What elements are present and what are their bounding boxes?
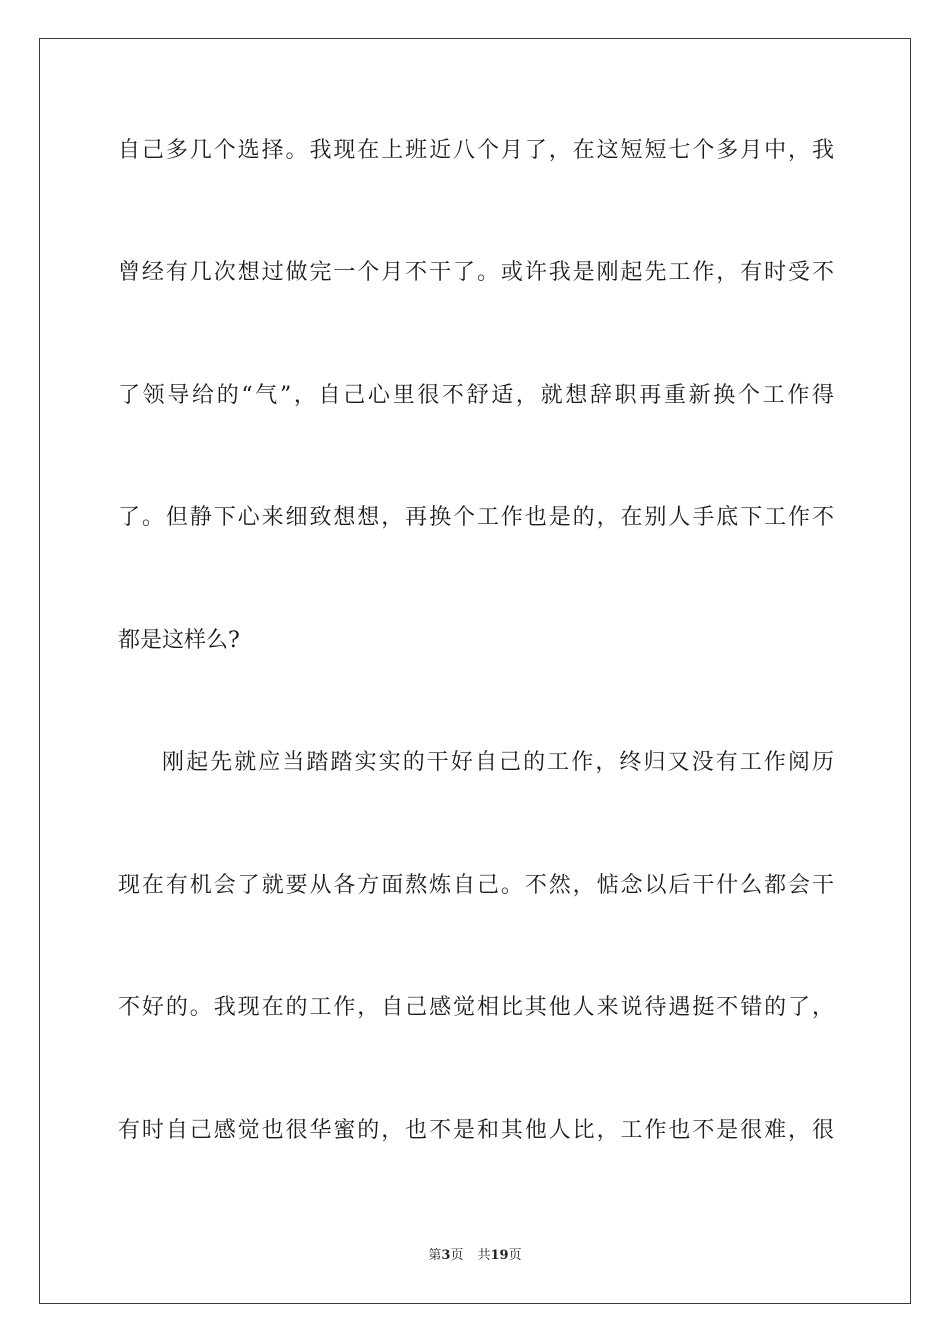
text-line-7: 现在有机会了就要从各方面熬炼自己。不然，惦念以后干什么都会干 <box>118 873 834 898</box>
text-line-9: 有时自己感觉也很华蜜的，也不是和其他人比，工作也不是很难，很 <box>118 1118 834 1143</box>
text-line-5: 都是这样么? <box>118 628 240 653</box>
page-number: 3 <box>441 1248 451 1263</box>
text-line-8: 不好的。我现在的工作，自己感觉相比其他人来说待遇挺不错的了， <box>118 995 834 1020</box>
text-line-6: 刚起先就应当踏踏实实的干好自己的工作，终归又没有工作阅历 <box>162 750 834 775</box>
total-prefix: 共 <box>477 1248 491 1263</box>
text-line-1: 自己多几个选择。我现在上班近八个月了，在这短短七个多月中，我 <box>118 138 834 163</box>
text-line-4: 了。但静下心来细致想想，再换个工作也是的，在别人手底下工作不 <box>118 505 834 530</box>
page-suffix: 页 <box>450 1248 464 1263</box>
total-pages: 19 <box>490 1248 509 1263</box>
page-footer <box>0 1247 950 1265</box>
total-suffix: 页 <box>508 1248 522 1263</box>
page-prefix: 第 <box>428 1248 442 1263</box>
text-line-3: 了领导给的“气”，自己心里很不舒适，就想辞职再重新换个工作得 <box>118 383 834 408</box>
page-border <box>39 38 911 1304</box>
text-line-2: 曾经有几次想过做完一个月不干了。或许我是刚起先工作，有时受不 <box>118 260 834 285</box>
